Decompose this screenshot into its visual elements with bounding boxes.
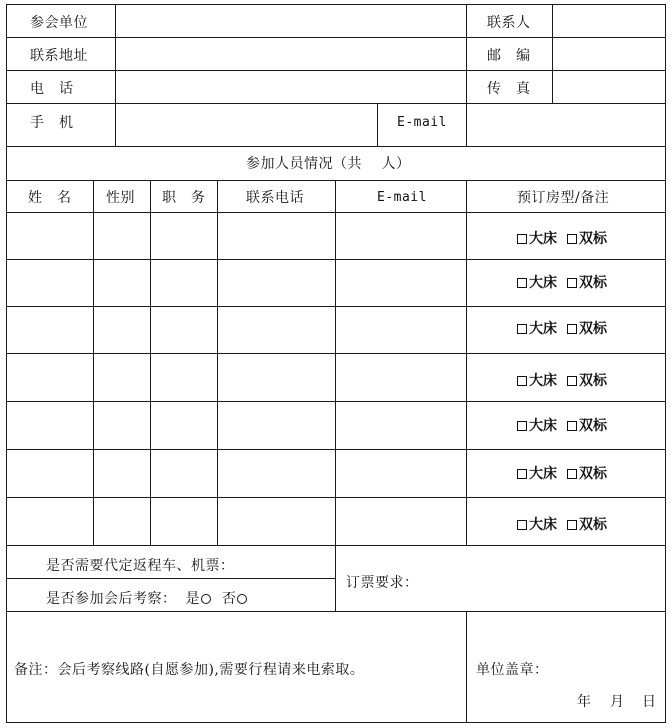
rule: [6, 306, 666, 307]
rule: [6, 401, 666, 402]
option-label: 双标: [579, 231, 607, 247]
room-options: [517, 418, 607, 434]
rule: [335, 180, 336, 611]
contact-label: 联系人: [487, 15, 531, 31]
room-options: [517, 373, 607, 389]
option-label: 双标: [579, 418, 607, 434]
option-label: 大床: [529, 275, 557, 291]
no-radio[interactable]: [237, 594, 247, 604]
rule: [6, 212, 666, 213]
rule: [6, 4, 666, 5]
column-header-position: 职 务: [162, 190, 206, 206]
fax-value-field[interactable]: [555, 72, 663, 102]
email-label: E-mail: [397, 115, 447, 130]
checkbox[interactable]: [567, 469, 577, 479]
address-label: 联系地址: [30, 48, 88, 64]
room-options: [517, 321, 607, 337]
checkbox[interactable]: [517, 520, 527, 530]
address-value-field[interactable]: [118, 39, 464, 69]
option-label: 双标: [579, 373, 607, 389]
column-header-email: E-mail: [377, 190, 427, 205]
rule: [6, 722, 666, 723]
rule: [6, 180, 666, 181]
checkbox[interactable]: [567, 376, 577, 386]
rule: [6, 578, 335, 579]
option-label: 大床: [529, 517, 557, 533]
checkbox[interactable]: [517, 278, 527, 288]
rule: [6, 611, 666, 612]
participants-section-title: 参加人员情况（共 人）: [246, 156, 411, 172]
room-options: [517, 275, 607, 291]
contact-value-field[interactable]: [555, 6, 663, 36]
no-label: 否: [221, 591, 237, 607]
seal-label: 单位盖章：: [476, 662, 549, 678]
rule: [6, 146, 666, 147]
checkbox[interactable]: [567, 520, 577, 530]
rule: [377, 103, 378, 146]
checkbox[interactable]: [567, 278, 577, 288]
org-value-field[interactable]: [118, 6, 464, 36]
option-label: 大床: [529, 373, 557, 389]
option-label: 双标: [579, 517, 607, 533]
option-label: 双标: [579, 275, 607, 291]
rule: [6, 545, 666, 546]
column-header-phone: 联系电话: [246, 190, 304, 206]
column-header-room: 预订房型/备注: [517, 190, 610, 206]
yes-label: 是: [185, 591, 200, 607]
rule: [6, 103, 666, 104]
date-year: 年: [577, 694, 592, 710]
mobile-value-field[interactable]: [118, 105, 375, 145]
email-value-field[interactable]: [469, 105, 663, 145]
rule: [466, 611, 467, 722]
option-label: 双标: [579, 321, 607, 337]
rule: [552, 4, 553, 103]
org-label: 参会单位: [30, 15, 88, 31]
option-label: 大床: [529, 321, 557, 337]
rule: [93, 180, 94, 545]
mobile-label: 手 机: [30, 115, 74, 131]
fax-label: 传 真: [487, 81, 531, 97]
option-label: 大床: [529, 418, 557, 434]
room-options: [517, 466, 607, 482]
rule: [150, 180, 151, 545]
column-header-name: 姓 名: [28, 190, 72, 206]
rule: [6, 353, 666, 354]
rule: [217, 180, 218, 545]
yes-radio[interactable]: [201, 594, 211, 604]
checkbox[interactable]: [517, 421, 527, 431]
postcode-value-field[interactable]: [555, 39, 663, 69]
return-ticket-question: 是否需要代定返程车、机票：: [46, 558, 235, 574]
rule: [6, 497, 666, 498]
booking-requirements-label: 订票要求：: [346, 575, 419, 591]
option-label: 双标: [579, 466, 607, 482]
date-day: 日: [642, 694, 657, 710]
tour-question-row: [46, 591, 247, 607]
checkbox[interactable]: [517, 234, 527, 244]
rule: [115, 4, 116, 146]
rule: [6, 449, 666, 450]
rule: [6, 37, 666, 38]
footer-note: 备注：会后考察线路(自愿参加),需要行程请来电索取。: [14, 662, 365, 678]
rule: [665, 4, 666, 723]
rule: [6, 259, 666, 260]
checkbox[interactable]: [517, 324, 527, 334]
option-label: 大床: [529, 466, 557, 482]
checkbox[interactable]: [517, 469, 527, 479]
checkbox[interactable]: [567, 234, 577, 244]
phone-value-field[interactable]: [118, 72, 464, 102]
column-header-gender: 性别: [106, 190, 135, 206]
rule: [6, 70, 666, 71]
phone-label: 电 话: [30, 81, 74, 97]
rule: [6, 4, 7, 723]
postcode-label: 邮 编: [487, 48, 531, 64]
rule: [466, 4, 467, 146]
option-label: 大床: [529, 231, 557, 247]
rule: [466, 180, 467, 545]
room-options: [517, 517, 607, 533]
checkbox[interactable]: [567, 324, 577, 334]
tour-question: 是否参加会后考察：: [46, 591, 177, 607]
date-month: 月: [610, 694, 625, 710]
room-options: [517, 231, 607, 247]
checkbox[interactable]: [567, 421, 577, 431]
checkbox[interactable]: [517, 376, 527, 386]
